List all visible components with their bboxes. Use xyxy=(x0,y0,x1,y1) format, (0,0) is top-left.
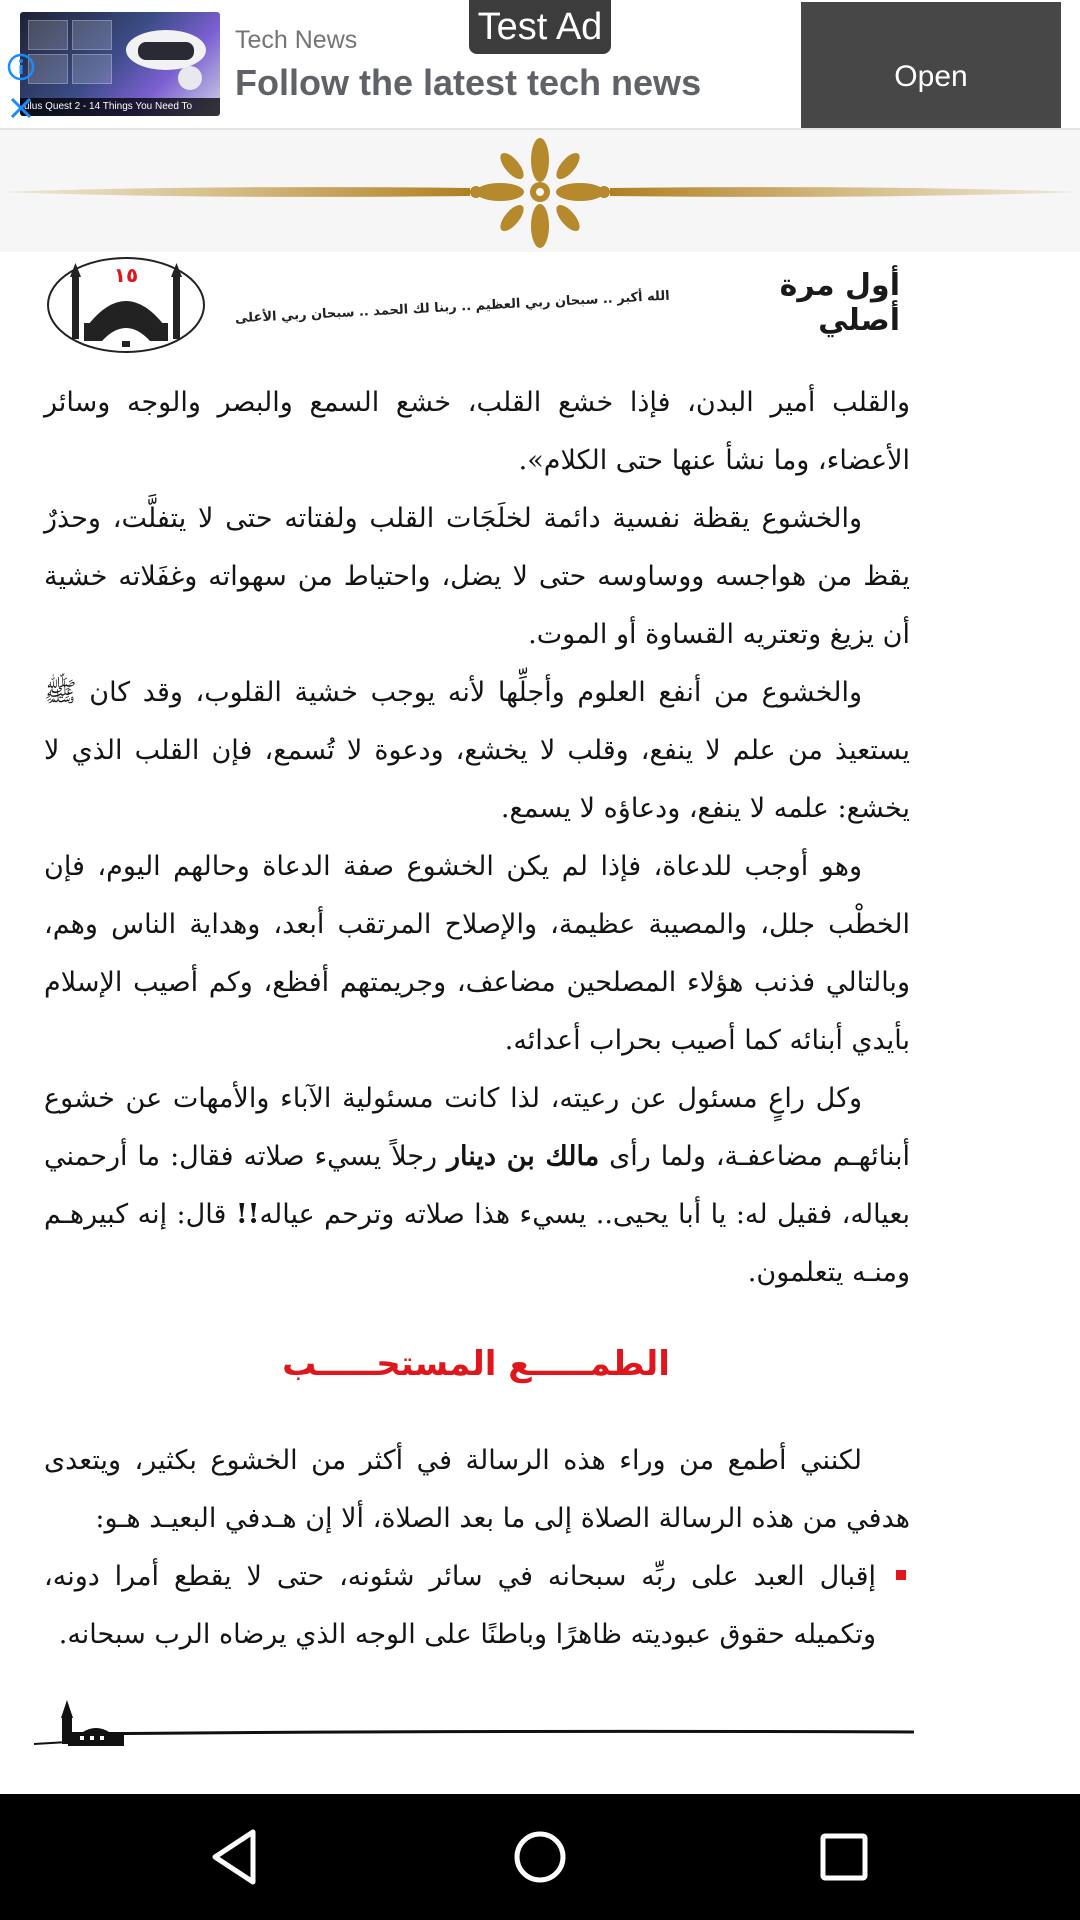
page-number: ١٥ xyxy=(113,263,139,287)
ad-thumbnail-caption: ulus Quest 2 - 14 Things You Need To xyxy=(20,98,220,116)
ad-source-label: Tech News xyxy=(235,26,358,54)
ad-headline[interactable]: Follow the latest tech news xyxy=(235,62,702,103)
series-title: أول مرة أصلي xyxy=(779,268,900,338)
ad-open-button[interactable]: Open xyxy=(801,2,1061,128)
section-heading: الطمـــــع المستحـــــب xyxy=(282,1344,670,1384)
bullet-text: إقبال العبد على ربِّه سبحانه في سائر شئونه، حتى لا يقطع أمرا دونه، وتكميله حقوق عبوديته ظاهرًا وباطنًا على الوجه الذي يرضاه الرب سبحانه. xyxy=(44,1561,876,1650)
paragraph-text: قال: إنه كبيرهـم ومنـه يتعلمون. xyxy=(44,1199,910,1288)
section-body xyxy=(44,1432,910,1664)
back-triangle-icon[interactable] xyxy=(203,1824,269,1890)
paragraph: والخشوع يقظة نفسية دائمة لخلَجَات القلب ولفتاته حتى لا يتفلَّت، وحذرٌ يقظ من هواجسه ووساوسه حتى لا يضل، واحتياط من سهواته وغفَلاته خشية أن يزيغ وتعتريه القساوة أو الموت. xyxy=(44,503,910,650)
article-body xyxy=(44,374,910,1302)
page-footer-rule xyxy=(34,1668,918,1748)
paragraph-text: وكل راعٍ مسئول عن رعيته، لذا كانت مسئولية الآباء والأمهات عن خشوع أبنائهـم مضاعفـة، ولما رأى xyxy=(44,1083,910,1172)
paragraph: لكنني أطمع من وراء هذه الرسالة في أكثر من الخشوع بكثير، ويتعدى هدفي من هذه الرسالة الصلاة إلى ما بعد الصلاة، ألا إن هـدفي البعيـد هـو: xyxy=(44,1445,910,1534)
test-ad-badge: Test Ad xyxy=(469,0,611,54)
info-icon[interactable] xyxy=(6,52,36,82)
system-navigation-bar xyxy=(0,1794,1080,1920)
page-ornament-divider xyxy=(0,130,1080,252)
tasbih-banner: الله أكبر .. سبحان ربي العظيم .. ربنا لك الحمد .. سبحان ربي الأعلى xyxy=(234,288,670,327)
recents-square-icon[interactable] xyxy=(811,1824,877,1890)
home-circle-icon[interactable] xyxy=(507,1824,573,1890)
mosque-emblem xyxy=(44,255,208,355)
exclamation-marks: !! xyxy=(235,1199,260,1230)
paragraph xyxy=(44,1070,910,1302)
paragraph: وهو أوجب للدعاة، فإذا لم يكن الخشوع صفة الدعاة وحالهم اليوم، فإن الخطْب جلل، والمصيبة عظيمة، والإصلاح المرتقب أبعد، وهداية الناس وهم، وبالتالي فذنب هؤلاء المصلحين مضاعف، وجريمتهم أفظع، وكم أصيب الإسلام بأيدي أبنائه كما أصيب بحراب أعدائه. xyxy=(44,851,910,1056)
ad-thumbnail-image[interactable] xyxy=(20,12,220,116)
red-square-bullet-icon xyxy=(896,1570,906,1580)
ad-banner[interactable] xyxy=(0,0,1080,130)
person-name: مالك بن دينار xyxy=(447,1141,600,1172)
close-icon[interactable] xyxy=(6,93,36,123)
bullet-item xyxy=(44,1548,910,1664)
paragraph-text: رجلاً يسيء صلاته فقال: ما أرحمني بعياله، فقيل له: يا أبا يحيى.. يسيء هذا صلاته وترحم عياله xyxy=(44,1141,910,1230)
paragraph: والقلب أمير البدن، فإذا خشع القلب، خشع السمع والبصر والوجه وسائر الأعضاء، وما نشأ عنها حتى الكلام». xyxy=(44,387,910,476)
paragraph: والخشوع من أنفع العلوم وأجلِّها لأنه يوجب خشية القلوب، وقد كان ﷺ يستعيذ من علم لا ينفع، وقلب لا يخشع، ودعوة لا تُسمع، فإن القلب الذي لا يخشع: علمه لا ينفع، ودعاؤه لا يسمع. xyxy=(44,677,910,824)
